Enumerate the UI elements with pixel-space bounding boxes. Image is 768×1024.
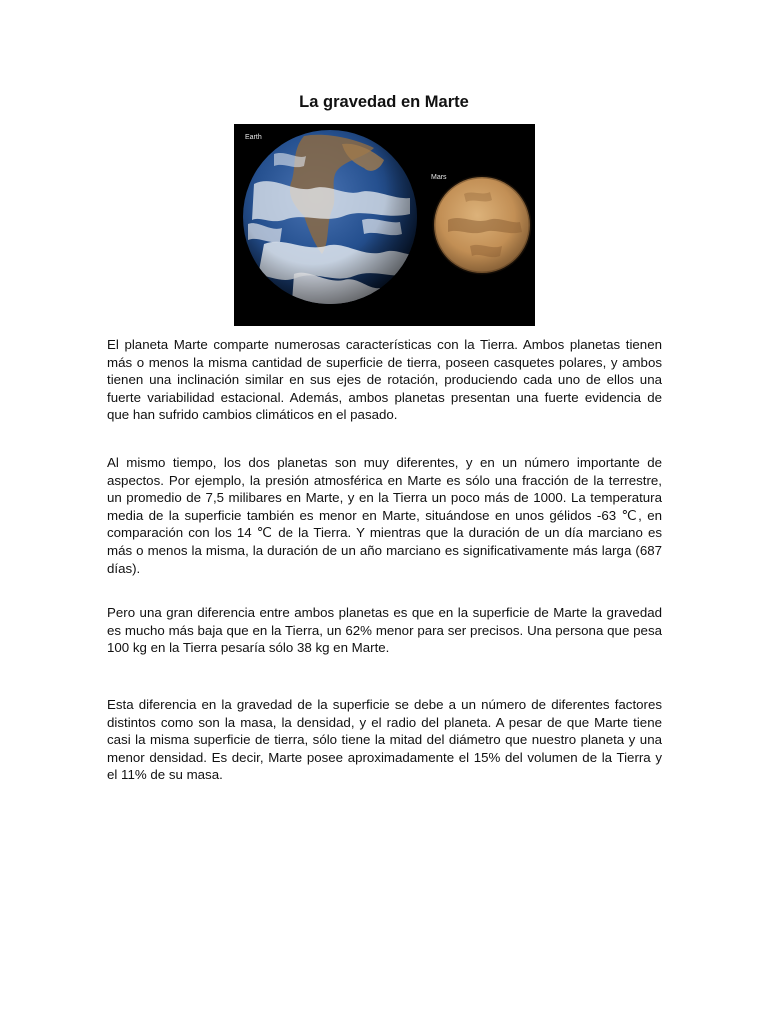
paragraph-2: Al mismo tiempo, los dos planetas son muy diferentes, y en un número importante de aspectos. Por ejemplo, la presión atmosférica en Marte es sólo una fracción de la terrestre, un promedio de 7,5 milibares en Marte, y en la Tierra un poco más de 1000. La temperatura media de la superficie también es menor en Marte, situándose en unos gélidos -63 ℃, en comparación con los 14 ℃ de la Tierra. Y mientras que la duración de un día marciano es más o menos la misma, la duración de un año marciano es significativamente más larga (687 días). (107, 455, 662, 576)
earth-mars-comparison-image (234, 124, 535, 326)
paragraph-1: El planeta Marte comparte numerosas características con la Tierra. Ambos planetas tienen más o menos la misma cantidad de superficie de tierra, poseen casquetes polares, y ambos tienen una inclinación similar en sus ejes de rotación, produciendo cada uno de ellos una fuerte variabilidad estacional. Además, ambos planetas presentan una fuerte evidencia de que han sufrido cambios climáticos en el pasado. (107, 337, 662, 423)
paragraph-3: Pero una gran diferencia entre ambos planetas es que en la superficie de Marte la gravedad es mucho más baja que en la Tierra, un 62% menor para ser precisos. Una persona que pesa 100 kg en la Tierra pesaría sólo 38 kg en Marte. (107, 605, 662, 656)
earth-label: Earth (245, 134, 262, 141)
paragraph-4: Esta diferencia en la gravedad de la superficie se debe a un número de diferentes factores distintos como son la masa, la densidad, y el radio del planeta. A pesar de que Marte tiene casi la misma superficie de tierra, sólo tiene la mitad del diámetro que nuestro planeta y una menor densidad. Es decir, Marte posee aproximadamente el 15% del volumen de la Tierra y el 11% de su masa. (107, 697, 662, 783)
planets-illustration (234, 124, 535, 326)
mars-globe (434, 177, 530, 273)
earth-globe (243, 130, 417, 308)
mars-label: Mars (431, 174, 447, 181)
document-title: La gravedad en Marte (299, 93, 469, 111)
